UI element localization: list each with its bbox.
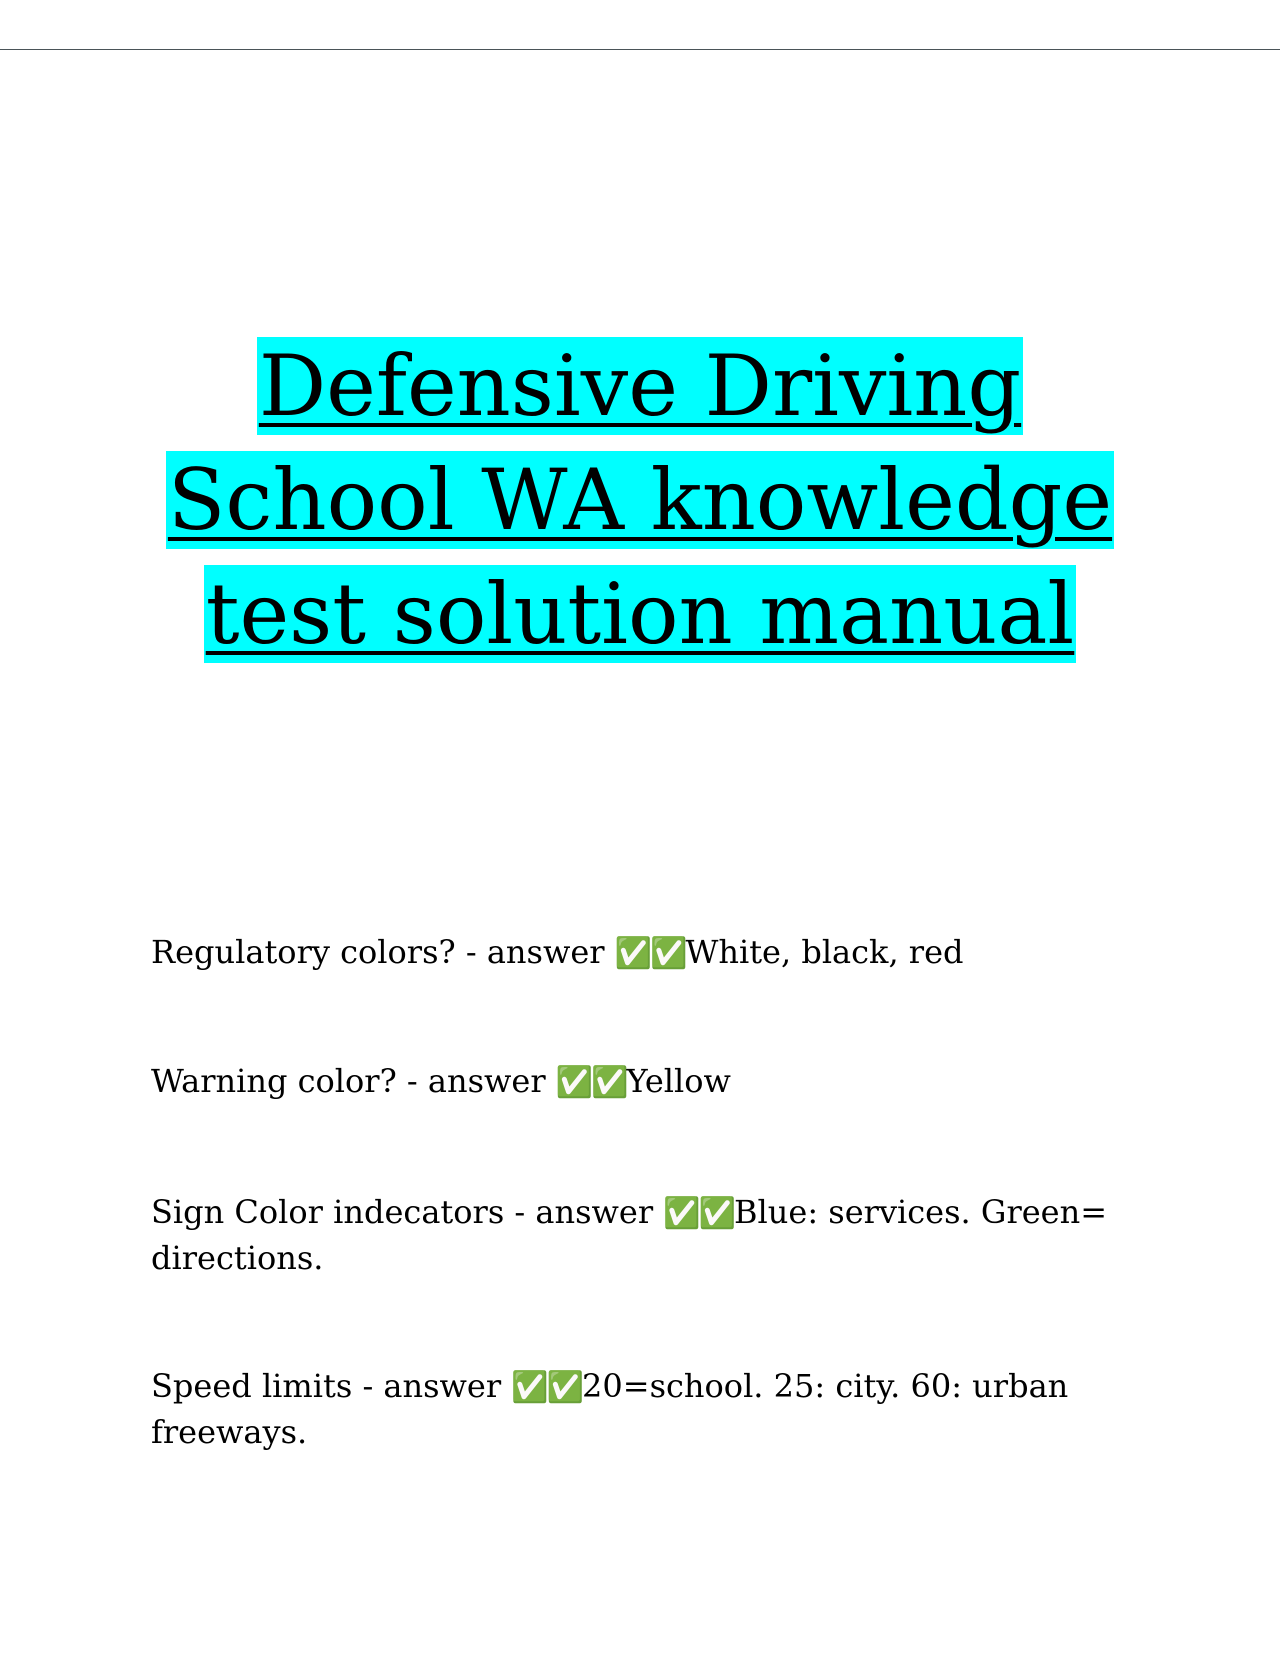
- qa-item-sign-color-indicators: [151, 1190, 1111, 1280]
- title-line-2: School WA knowledge: [167, 451, 1113, 549]
- title-line-3: test solution manual: [205, 565, 1075, 663]
- qa-item-warning-color: [151, 1059, 1111, 1105]
- double-check-icon: ✅✅: [555, 1065, 627, 1100]
- question-text: Warning color? - answer: [151, 1062, 556, 1100]
- qa-item-regulatory-colors: [151, 930, 1111, 976]
- qa-item-speed-limits: [151, 1364, 1111, 1454]
- question-text: Regulatory colors? - answer: [151, 933, 615, 971]
- double-check-icon: ✅✅: [511, 1370, 583, 1405]
- double-check-icon: ✅✅: [663, 1196, 735, 1231]
- question-text: Speed limits - answer: [151, 1367, 512, 1405]
- answer-text: 20=school. 25: city. 60: urban freeways.: [151, 1367, 1069, 1451]
- header-rule: [0, 49, 1280, 50]
- document-title: [0, 330, 1280, 672]
- answer-text: Blue: services. Green= directions.: [151, 1193, 1108, 1277]
- answer-text: White, black, red: [685, 933, 964, 971]
- double-check-icon: ✅✅: [614, 936, 686, 971]
- question-text: Sign Color indecators - answer: [151, 1193, 664, 1231]
- answer-text: Yellow: [626, 1062, 731, 1100]
- title-line-1: Defensive Driving: [258, 337, 1022, 435]
